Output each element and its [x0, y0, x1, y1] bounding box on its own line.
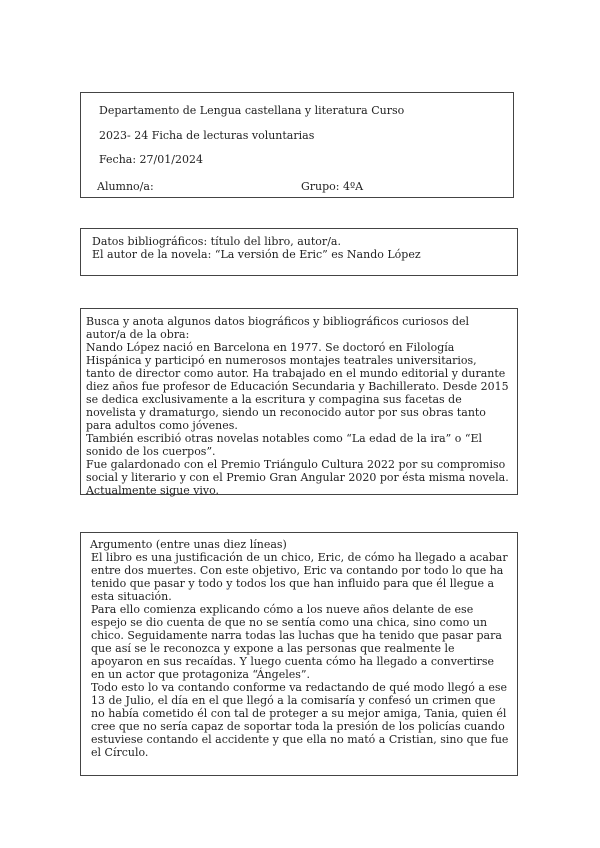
argument-line: en un actor que protagoniza “Ángeles”. [91, 668, 311, 681]
argument-line: chico. Seguidamente narra todas las luchas que ha tenido que pasar para [91, 629, 502, 642]
argument-line: Todo esto lo va contando conforme va redactando de qué modo llegó a ese [91, 681, 508, 694]
argument-line: 13 de Julio, el día en el que llegó a la comisaría y confesó un crimen que [91, 694, 496, 707]
biblio-box [80, 228, 518, 276]
biography-text [86, 315, 510, 497]
bio-line: Busca y anota algunos datos biográficos y bibliográficos curiosos del [86, 315, 470, 328]
bio-line: También escribió otras novelas notables como “La edad de la ira” o “El [86, 432, 482, 445]
biblio-line: Datos bibliográficos: título del libro, autor/a. [92, 235, 341, 248]
header-date: Fecha: 27/01/2024 [99, 153, 203, 166]
group-label: Grupo: 4ºA [301, 180, 364, 193]
argument-line: El libro es una justificación de un chico, Eric, de cómo ha llegado a acabar [91, 551, 508, 564]
argument-line: espejo se dio cuenta de que no se sentía como una chica, sino como un [91, 616, 488, 629]
argument-line: cree que no sería capaz de soportar toda la presión de los policías cuando [91, 720, 505, 733]
student-label: Alumno/a: [97, 180, 154, 193]
bio-line: Nando López nació en Barcelona en 1977. Se doctoró en Filología [86, 341, 455, 354]
bio-line: diez años fue profesor de Educación Secundaria y Bachillerato. Desde 2015 [86, 380, 509, 393]
header-department-line: Departamento de Lengua castellana y literatura Curso [99, 104, 405, 117]
header-course-line: 2023- 24 Ficha de lecturas voluntarias [99, 129, 315, 142]
argument-line: estuviese contando el accidente y que ella no mató a Cristian, sino que fue [91, 733, 509, 746]
bio-line: tanto de director como autor. Ha trabajado en el mundo editorial y durante [86, 367, 506, 380]
bio-line: social y literario y con el Premio Gran Angular 2020 por ésta misma novela. [86, 471, 509, 484]
bio-line: Hispánica y participó en numerosos montajes teatrales universitarios, [86, 354, 477, 367]
argument-heading: Argumento (entre unas diez líneas) [90, 538, 287, 551]
bio-line: autor/a de la obra: [86, 328, 190, 341]
argument-line: tenido que pasar y todo y todos los que han influido para que él llegue a [91, 577, 495, 590]
argument-line: no había cometido él con tal de proteger a su mejor amiga, Tania, quien él [91, 707, 507, 720]
argument-line: entre dos muertes. Con este objetivo, Eric va contando por todo lo que ha [91, 564, 504, 577]
bio-line: Actualmente sigue vivo. [86, 484, 220, 497]
argument-box [80, 532, 518, 776]
argument-line: el Círculo. [91, 746, 149, 759]
bio-line: para adultos como jóvenes. [86, 419, 238, 432]
argument-line: apoyaron en sus recaídas. Y luego cuenta cómo ha llegado a convertirse [91, 655, 495, 668]
argument-line: esta situación. [91, 590, 172, 603]
biography-box [80, 308, 518, 495]
argument-text [91, 551, 508, 759]
header-box [80, 92, 514, 198]
argument-line: que así se le reconozca y expone a las personas que realmente le [91, 642, 455, 655]
bio-line: se dedica exclusivamente a la escritura y compagina sus facetas de [86, 393, 462, 406]
bio-line: Fue galardonado con el Premio Triángulo Cultura 2022 por su compromiso [86, 458, 506, 471]
bio-line: sonido de los cuerpos”. [86, 445, 216, 458]
biblio-line: El autor de la novela: “La versión de Eric” es Nando López [92, 248, 421, 261]
biblio-text [92, 235, 421, 261]
argument-line: Para ello comienza explicando cómo a los nueve años delante de ese [91, 603, 474, 616]
bio-line: novelista y dramaturgo, siendo un reconocido autor por sus obras tanto [86, 406, 486, 419]
